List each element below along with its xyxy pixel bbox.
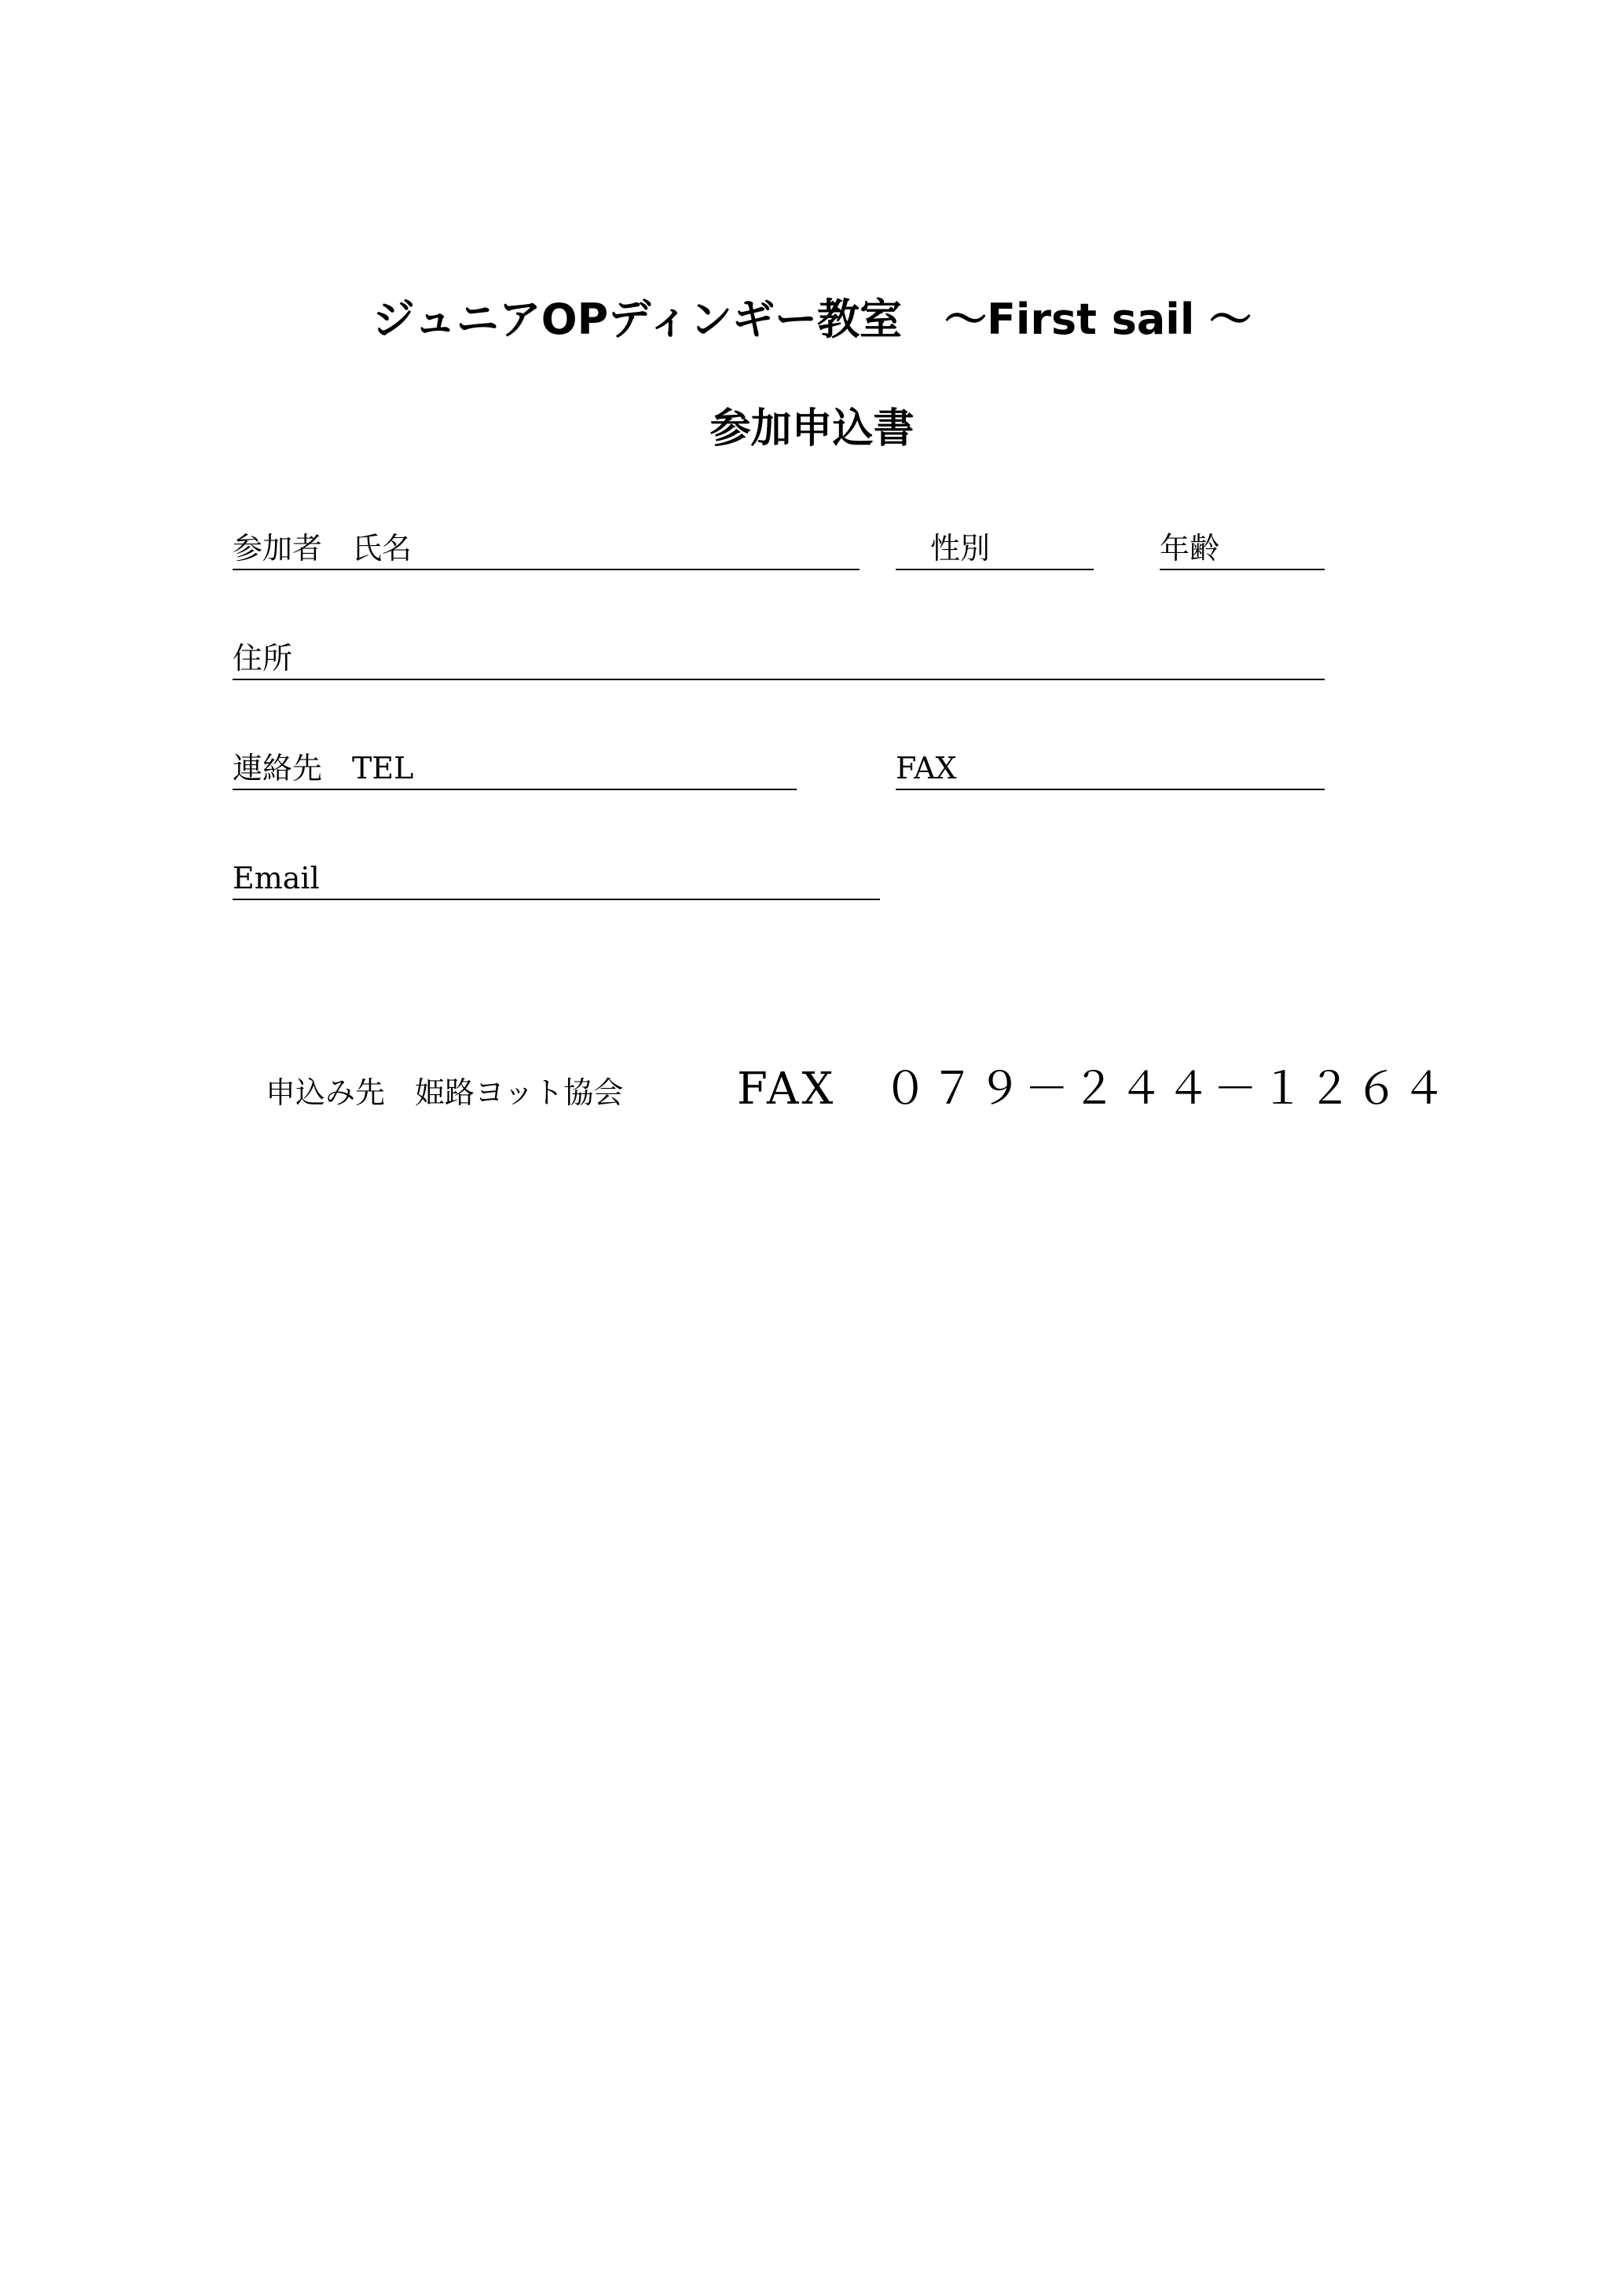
name-label: 参加者 氏名: [233, 531, 412, 566]
age-label: 年齢: [1160, 531, 1220, 566]
page-subtitle: 参加申込書: [709, 405, 915, 452]
address-label: 住所: [233, 641, 293, 676]
apply-to-text: 申込み先 姫路ヨット協会: [266, 1075, 624, 1110]
page-title: ジュニアOPディンギー教室 ～First sail ～: [372, 295, 1252, 344]
age-field[interactable]: [1160, 523, 1325, 570]
name-field[interactable]: [233, 523, 860, 570]
gender-label: 性別: [930, 531, 991, 566]
fax-label: FAX: [896, 751, 957, 785]
tel-field[interactable]: [233, 743, 797, 790]
gender-field[interactable]: [896, 523, 1094, 570]
address-field[interactable]: [233, 633, 1325, 680]
tel-label: 連絡先 TEL: [233, 751, 414, 785]
fax-field[interactable]: [896, 743, 1325, 790]
email-field[interactable]: [233, 853, 880, 900]
email-label: Email: [233, 861, 320, 895]
fax-number-text: FAX ０７９－２４４－１２６４: [737, 1064, 1450, 1115]
